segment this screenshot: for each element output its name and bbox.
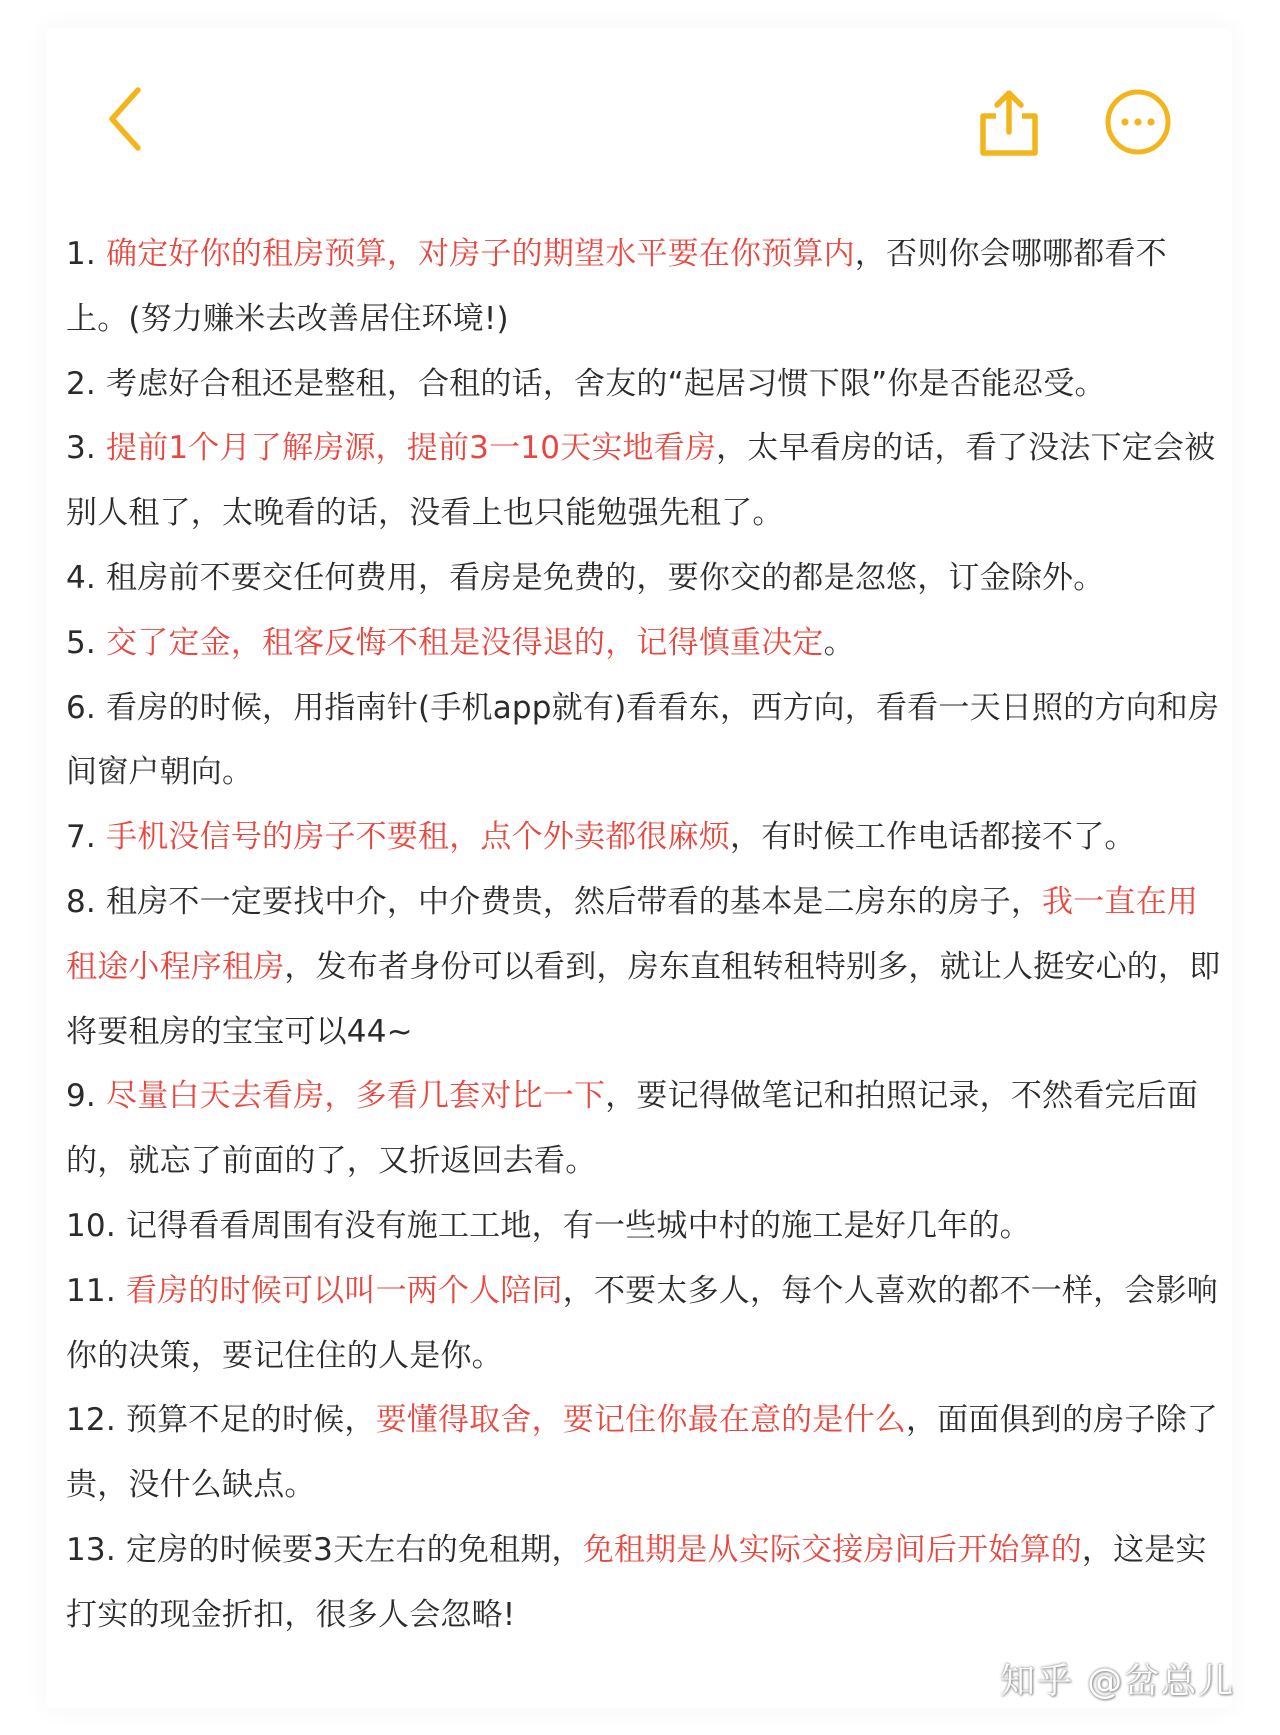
tip-highlight: 尽量白天去看房，多看几套对比一下 xyxy=(106,1078,606,1115)
tip-item-4 xyxy=(66,546,1226,611)
tip-text: 记得看看周围有没有施工工地，有一些城中村的施工是好几年的。 xyxy=(125,1207,1031,1244)
tip-highlight: 看房的时候可以叫一两个人陪同 xyxy=(125,1272,563,1309)
tip-highlight: 手机没信号的房子不要租，点个外卖都很麻烦 xyxy=(106,819,731,856)
tip-number: 11. xyxy=(66,1272,126,1309)
tip-highlight: 我一直在用租途小程序租房 xyxy=(66,883,1199,985)
tip-number: 7. xyxy=(66,819,107,856)
tip-item-10 xyxy=(66,1194,1226,1259)
tip-text: 考虑好合租还是整租，合租的话，舍友的“起居习惯下限”你是否能忍受。 xyxy=(106,365,1106,402)
tip-item-2 xyxy=(66,352,1226,417)
tip-highlight: 免租期是从实际交接房间后开始算的 xyxy=(582,1531,1082,1568)
tip-text: 租房前不要交任何费用，看房是免费的，要你交的都是忽悠，订金除外。 xyxy=(106,559,1105,596)
tip-number: 12. xyxy=(66,1402,126,1439)
tip-text: ，否则你会哪哪都看不上。(努力赚米去改善居住环境!) xyxy=(66,236,1167,337)
tip-text: 。 xyxy=(823,624,855,661)
tip-text: ，有时候工作电话都接不了。 xyxy=(730,819,1136,856)
tip-number: 3. xyxy=(66,430,107,467)
tip-number: 4. xyxy=(66,559,107,596)
tip-item-6 xyxy=(66,676,1226,806)
tip-number: 13. xyxy=(66,1531,126,1568)
more-dots-icon xyxy=(1104,88,1172,156)
tip-item-3 xyxy=(66,416,1226,546)
back-button[interactable] xyxy=(104,84,156,154)
tip-number: 6. xyxy=(66,689,107,726)
tip-item-12 xyxy=(66,1388,1226,1518)
share-button[interactable] xyxy=(978,88,1040,158)
tip-text: 预算不足的时候， xyxy=(125,1402,376,1439)
tip-item-9 xyxy=(66,1064,1226,1194)
tip-item-7 xyxy=(66,805,1226,870)
top-toolbar xyxy=(0,0,1280,200)
tip-highlight: 提前1个月了解房源，提前3一10天实地看房 xyxy=(106,430,717,467)
tip-text: ，面面俱到的房子除了贵，没什么缺点。 xyxy=(66,1402,1218,1504)
tip-highlight: 确定好你的租房预算，对房子的期望水平要在你预算内 xyxy=(106,236,855,272)
tip-text: ，要记得做笔记和拍照记录，不然看完后面的，就忘了前面的了，又折返回去看。 xyxy=(66,1078,1199,1180)
more-button[interactable] xyxy=(1104,88,1172,156)
tip-highlight: 要懂得取舍，要记住你最在意的是什么 xyxy=(375,1402,906,1439)
chevron-left-icon xyxy=(104,84,156,154)
tip-number: 5. xyxy=(66,624,107,661)
tip-item-8 xyxy=(66,870,1226,1064)
tip-number: 8. xyxy=(66,883,107,920)
tip-item-11 xyxy=(66,1259,1226,1389)
tips-list xyxy=(66,222,1226,1648)
tip-item-1 xyxy=(66,222,1226,352)
tip-text: 租房不一定要找中介，中介费贵，然后带看的基本是二房东的房子， xyxy=(106,883,1043,920)
tip-text: 看房的时候，用指南针(手机app就有)看看东，西方向，看看一天日照的方向和房间窗户朝向。 xyxy=(66,689,1220,791)
tip-item-5 xyxy=(66,611,1226,676)
tip-number: 9. xyxy=(66,1078,107,1115)
tip-text: ，发布者身份可以看到，房东直租转租特别多，就让人挺安心的，即将要租房的宝宝可以44~ xyxy=(66,948,1221,1050)
watermark: 知乎 @岔总儿 xyxy=(1000,1662,1236,1702)
tip-number: 10. xyxy=(66,1207,126,1244)
tip-number: 2. xyxy=(66,365,107,402)
tip-item-13 xyxy=(66,1518,1226,1648)
tip-text: ，不要太多人，每个人喜欢的都不一样，会影响你的决策，要记住住的人是你。 xyxy=(66,1272,1218,1374)
tip-number: 1. xyxy=(66,236,107,272)
tip-text: ，这是实打实的现金折扣，很多人会忽略! xyxy=(66,1531,1207,1633)
tip-text: ，太早看房的话，看了没法下定会被别人租了，太晚看的话，没看上也只能勉强先租了。 xyxy=(66,430,1216,532)
share-icon xyxy=(978,88,1040,158)
tip-highlight: 交了定金，租客反悔不租是没得退的，记得慎重决定 xyxy=(106,624,824,661)
tip-text: 定房的时候要3天左右的免租期， xyxy=(125,1531,583,1568)
